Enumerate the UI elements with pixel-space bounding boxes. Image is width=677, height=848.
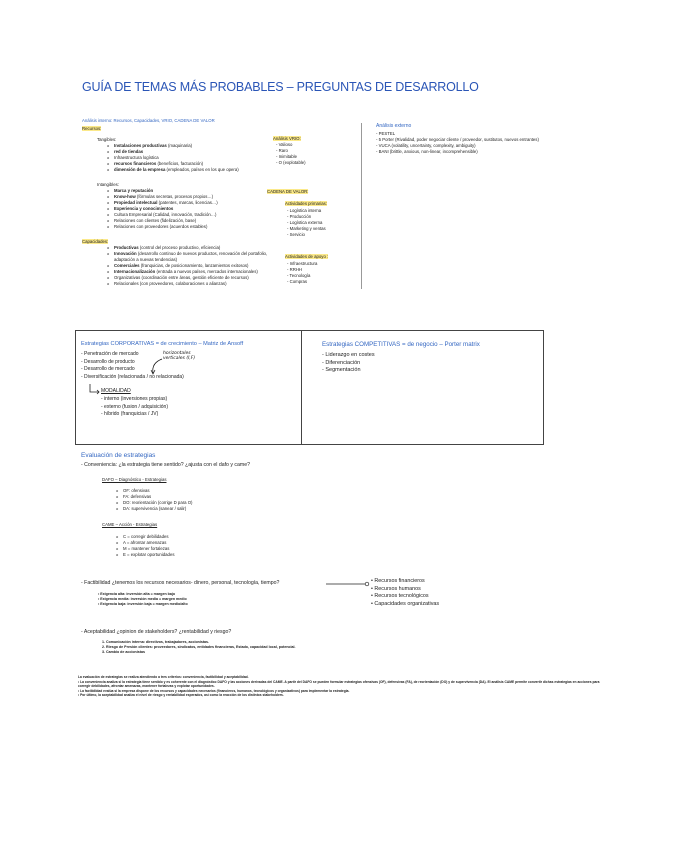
list-item: - Penetración de mercado [81, 351, 139, 357]
footer-line: • La conveniencia analiza si la estrategia tiene sentido y es coherente con el diagnóstico DAFO y las acciones derivadas del CAME. A partir del DAFO se pueden formular estrategias ofensivas (OF), defensivas (FA), de reorientación (DO) y de supervivencia (DA). El análisis CAME permite convertir dichas estrategias en acciones para corregir debilidades, afrontar amenazas, mantener fortalezas y explotar oportunidades. [78, 679, 600, 689]
list-item [114, 224, 284, 230]
apoyo-label: Actividades de apoyo : [285, 254, 329, 259]
capacidades-list [114, 245, 284, 287]
item-text: Relaciones con proveedores (acuerdos estables) [114, 224, 208, 229]
footer-line: • La factibilidad evalúa si la empresa dispone de los recursos y capacidades necesarios (financieros, humanos, tecnológicos y organizativos) para implementar la estrategia. [78, 688, 350, 693]
capacidades-label: Capacidades: [82, 239, 109, 244]
item-text: (patentes, marcas, licencias…) [157, 200, 218, 205]
item-text: (entrada a nuevos países, mercados internacionales) [155, 269, 258, 274]
list-item: o DA: supervivencia (sanear / salir) [123, 506, 193, 512]
item-text: (fórmulas secretas, procesos propios…) [135, 194, 214, 199]
list-item: - Logística interna [287, 208, 322, 213]
list-item: - Desarrollo de producto [81, 358, 135, 365]
came-list [123, 534, 174, 558]
modalidad-arrow [89, 384, 101, 396]
list-item: 3. Cambio de accionistas [102, 650, 145, 655]
item-text: Organizativas (coordinación entre áreas, gestión eficiente de recursos) [114, 275, 249, 280]
list-item: - interno (inversiones propias) [101, 396, 168, 402]
list-item [114, 251, 284, 263]
footer-line: • Por último, la aceptabilidad analiza el nivel de riesgo y rentabilidad esperados, así como la reacción de los distintos stakeholders. [78, 693, 284, 698]
list-item: 2. Riesgo de Presión clientes: proveedores, sindicatos, entidades financieras, Estado, capacidad local, potencial. [102, 645, 296, 650]
list-item: - PESTEL [376, 131, 396, 136]
vrio-label: Análisis VRIO: [273, 136, 301, 141]
list-item: o FA: defensivas [123, 494, 193, 500]
list-item: - BANI (brittle, anxious, non-linear, incomprehensible) [376, 149, 478, 154]
recursos-list [371, 578, 439, 608]
factibilidad-arrow [325, 580, 371, 588]
list-item: - Producción [287, 214, 312, 219]
factibilidad-text: - Factibilidad ¿tenemos los recursos necesarios- dinero, personal, tecnología, tiempo? [81, 580, 280, 586]
list-item: • Recursos tecnológicos [371, 593, 429, 600]
list-item: - Valioso [276, 142, 293, 147]
evaluation-heading: Evaluación de estrategias [81, 452, 156, 459]
item-text: (empleados, países en los que opera) [165, 167, 239, 172]
list-item: - O (explotable) [276, 160, 306, 165]
list-item: - RRHH [287, 267, 303, 272]
intangibles-label: Intangibles: [97, 182, 119, 187]
list-item: - Marketing y ventas [287, 226, 326, 231]
corporate-heading: Estrategias CORPORATIVAS = de crecimiento – Matriz de Ansoff [81, 341, 244, 347]
tangibles-list [114, 143, 284, 173]
dafo-label: DAFO – Diagnóstico - Estrategias [102, 477, 167, 482]
item-bold: Experiencia y conocimientos [114, 206, 174, 211]
list-item: - Desarrollo de mercado [81, 366, 135, 373]
external-list [376, 131, 606, 155]
item-text: Relaciones con clientes (fidelización, base) [114, 218, 197, 223]
external-heading: Análisis externo [376, 123, 412, 129]
item-text: (franquicias, de posicionamiento, lanzamientos exitosos) [139, 263, 249, 268]
came-label: CAME – Acción - Estrategias [102, 522, 158, 527]
apoyo-list [287, 261, 317, 285]
page-title: GUÍA DE TEMAS MÁS PROBABLES – PREGUNTAS DE DESARROLLO [82, 80, 479, 94]
list-item: - Diversificación (relacionada / no relacionada) [81, 373, 184, 380]
item-bold: Marca y reputación [114, 188, 154, 193]
primarias-list [287, 208, 326, 238]
list-item: o DO: reorientación (corrige D para O) [123, 500, 193, 506]
list-item: o M = mantener fortalezas [123, 546, 174, 552]
list-item: - externo (fusion / adquisición) [101, 403, 168, 410]
list-item: o E = explotar oportunidades [123, 552, 174, 558]
item-text: (control del proceso productivo, eficiencia) [138, 245, 221, 250]
handwritten-note: horizontales verticales (I,F) [163, 351, 196, 361]
item-bold: recursos financieros [114, 161, 157, 166]
list-item: - Logística externa [287, 220, 323, 225]
item-bold: Internacionalización [114, 269, 156, 274]
modalidad-list [101, 396, 168, 419]
internal-heading: Análisis interno: Recursos, Capacidades, VRIO, CADENA DE VALOR [82, 118, 215, 123]
list-item: • Exigencia baja: inversión baja = margen medio/alto [98, 602, 188, 606]
item-text: Relacionales (con proveedores, colaboraciones o alianzas) [114, 281, 227, 286]
conveniencia-text: - Conveniencia: ¿la estrategia tiene sentido? ¿ajusta con el dafo y came? [81, 462, 250, 468]
item-bold: Propiedad intelectual [114, 200, 158, 205]
list-item: 1. Comunicación interna: directivos, trabajadores, accionistas. [102, 640, 210, 644]
aceptabilidad-text: - Aceptabilidad ¿opinion de stakeholders? ¿rentabilidad y riesgo? [81, 629, 232, 635]
footer-line: La evaluación de estrategias se realiza atendiendo a tres criterios: conveniencia, factibilidad y aceptabilidad. [78, 675, 249, 679]
vrio-list [276, 142, 306, 166]
list-item: - Servicio [287, 232, 305, 237]
competitive-heading: Estrategias COMPETITIVAS = de negocio – Porter matrix [322, 341, 480, 348]
list-item: • Recursos humanos [371, 585, 421, 592]
list-item: - híbrido (franquicias / JV) [101, 411, 159, 418]
strategies-divider [301, 331, 302, 444]
item-bold: Productivas [114, 245, 139, 250]
item-bold: Instalaciones productivas [114, 143, 167, 148]
item-bold: dimensión de la empresa [114, 167, 166, 172]
list-item: - Tecnología [287, 273, 311, 278]
list-item: • Capacidades organizativas [371, 600, 440, 607]
competitive-list [322, 352, 375, 375]
list-item: - Raro [276, 148, 288, 153]
column-divider [361, 123, 362, 289]
list-item: - Inimitable [276, 154, 298, 159]
item-bold: Know-how [114, 194, 136, 199]
cadena-label: CADENA DE VALOR: [267, 189, 309, 194]
item-bold: Innovación [114, 251, 137, 256]
dafo-list [123, 488, 193, 512]
item-text: (maquinaria) [166, 143, 193, 148]
list-item: - Segmentación [322, 367, 361, 374]
list-item: • Exigencia alta: inversión alta = margen bajo [98, 592, 176, 596]
footer-summary [78, 675, 600, 698]
list-item: o OF: ofensivas [123, 488, 193, 494]
factibilidad-notes [98, 592, 188, 607]
recursos-label: Recursos: [82, 126, 102, 131]
item-bold: red de tiendas [114, 149, 144, 154]
list-item: - 5 Porter (Rivalidad, poder negociar cliente / proveedor, sustitutos, nuevos entrantes) [376, 137, 539, 142]
list-item: • Recursos financieros [371, 578, 425, 584]
list-item [114, 167, 284, 173]
item-bold: Comerciales [114, 263, 140, 268]
list-item: - Infraestructura [287, 261, 318, 266]
primarias-label: Actividades primarias: [285, 201, 328, 206]
intangibles-list [114, 188, 284, 230]
item-text: (beneficios, facturación) [156, 161, 204, 166]
list-item: - Liderazgo en costes [322, 352, 375, 358]
list-item: - Compras [287, 279, 308, 284]
list-item: • Exigencia media: inversión media = margen medio [98, 597, 187, 601]
list-item: - Diferenciación [322, 359, 361, 366]
item-text: Cultura Empresarial (Calidad, innovación, tradición…) [114, 212, 217, 217]
modalidad-label: MODALIDAD [101, 388, 131, 394]
item-text: (desarrollo continuo de nuevos productos, renovación del portafolio, adaptación a nuevas tendencias) [114, 251, 268, 262]
list-item: o A = afrontar amenazas [123, 540, 174, 546]
aceptabilidad-list [102, 640, 296, 656]
handwritten-arrow [148, 357, 166, 377]
tangibles-label: Tangibles: [97, 137, 117, 142]
list-item: o C = corregir debilidades [123, 534, 174, 540]
list-item: - VUCA (volatility, uncertainty, complexity, ambiguity) [376, 143, 476, 148]
list-item [114, 281, 284, 287]
item-text: Infraestructura logística [114, 155, 159, 160]
